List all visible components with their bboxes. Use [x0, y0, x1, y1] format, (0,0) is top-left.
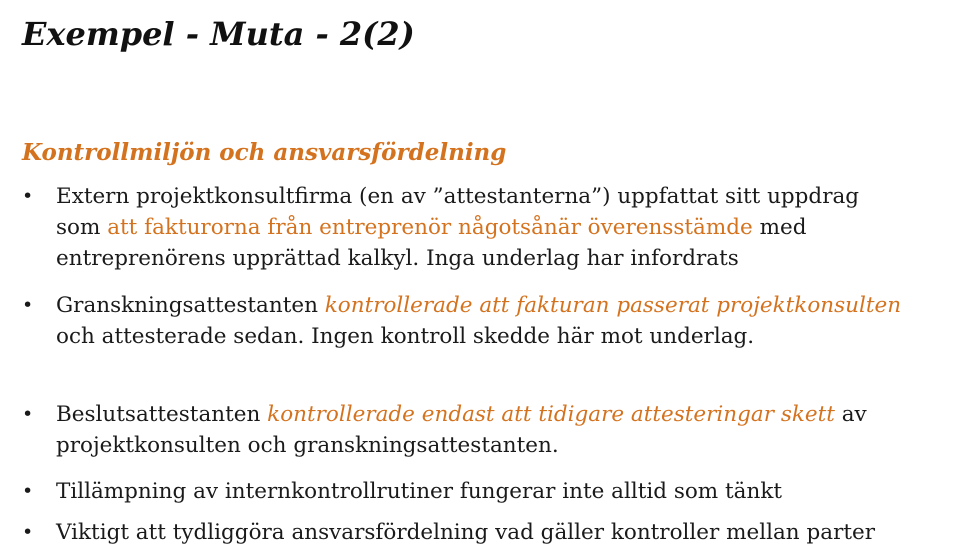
bullet-text: Viktigt att tydliggöra ansvarsfördelning vad gäller kontroller mellan parter: [56, 520, 875, 545]
bullet-item-5: [22, 517, 942, 548]
bullet-text-plain: och attesterade sedan. Ingen kontroll skedde här mot underlag.: [56, 324, 755, 349]
bullet-text-plain: som: [56, 215, 108, 240]
bullet-text-plain: av projektkonsulten och granskningsattestanten.: [56, 402, 867, 458]
bullet-highlight: kontrollerade att fakturan passerat projektkonsulten: [324, 293, 902, 318]
bullet-text-plain: med: [752, 215, 807, 240]
bullet-marker: •: [22, 480, 34, 502]
bullet-item-1: [22, 181, 942, 274]
bullet-text: [56, 181, 942, 274]
bullet-marker: •: [22, 403, 34, 425]
bullet-item-3: [22, 399, 942, 461]
bullet-marker: •: [22, 521, 34, 543]
section-heading: Kontrollmiljön och ansvarsfördelning: [22, 139, 507, 166]
bullet-highlight: kontrollerade endast att tidigare attesteringar skett: [267, 402, 835, 427]
bullet-marker: •: [22, 294, 34, 316]
bullet-text: Tillämpning av internkontrollrutiner fungerar inte alltid som tänkt: [56, 479, 782, 504]
bullet-line: [56, 212, 942, 243]
bullet-highlight: att fakturorna från entreprenör någotsånär överensstämde: [107, 215, 753, 240]
bullet-text-plain: Beslutsattestanten: [56, 402, 268, 427]
slide-title: Exempel - Muta - 2(2): [22, 15, 415, 53]
bullet-text-plain: Granskningsattestanten: [56, 293, 325, 318]
bullet-marker: •: [22, 185, 34, 207]
bullet-text: [56, 399, 942, 461]
bullet-line: entreprenörens upprättad kalkyl. Inga underlag har infordrats: [56, 246, 739, 271]
bullet-item-4: [22, 476, 942, 507]
bullet-item-2: [22, 290, 942, 352]
bullet-line: Extern projektkonsultfirma (en av ”attestanterna”) uppfattat sitt uppdrag: [56, 184, 860, 209]
bullet-text: [56, 290, 942, 352]
